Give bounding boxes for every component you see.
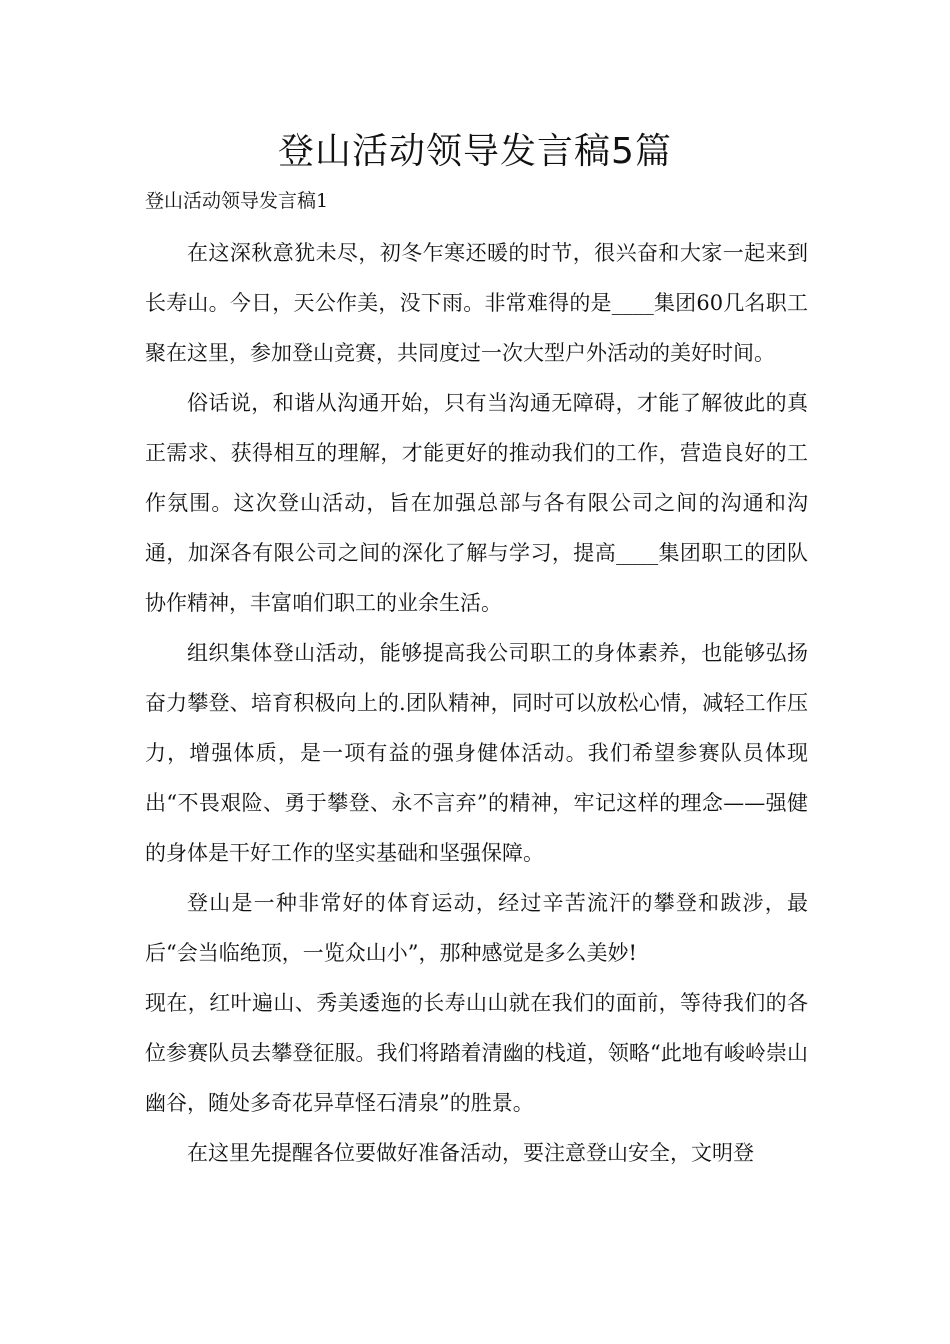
document-subtitle: 登山活动领导发言稿1 [145,190,329,212]
paragraph-5: 现在，红叶遍山、秀美逶迤的长寿山山就在我们的面前，等待我们的各位参赛队员去攀登征服。我们将踏着清幽的栈道，领略“此地有峻岭崇山幽谷，随处多奇花异草怪石清泉”的胜景。 [145,991,808,1115]
paragraph-4: 登山是一种非常好的体育运动，经过辛苦流汗的攀登和跋涉，最后“会当临绝顶，一览众山小”，那种感觉是多么美妙! [145,891,808,965]
document-body [145,228,808,1178]
paragraph-3: 组织集体登山活动，能够提高我公司职工的身体素养，也能够弘扬奋力攀登、培育积极向上的.团队精神，同时可以放松心情，减轻工作压力，增强体质，是一项有益的强身健体活动。我们希望参赛队员体现出“不畏艰险、勇于攀登、永不言弃”的精神，牢记这样的理念——强健的身体是干好工作的坚实基础和坚强保障。 [145,641,808,865]
document-title: 登山活动领导发言稿5篇 [278,131,672,172]
paragraph-2: 俗话说，和谐从沟通开始，只有当沟通无障碍，才能了解彼此的真正需求、获得相互的理解，才能更好的推动我们的工作，营造良好的工作氛围。这次登山活动，旨在加强总部与各有限公司之间的沟通和沟通，加深各有限公司之间的深化了解与学习，提高____集团职工的团队协作精神，丰富咱们职工的业余生活。 [145,391,808,615]
paragraph-1: 在这深秋意犹未尽，初冬乍寒还暖的时节，很兴奋和大家一起来到长寿山。今日，天公作美，没下雨。非常难得的是____集团60几名职工聚在这里，参加登山竞赛，共同度过一次大型户外活动的美好时间。 [145,241,808,365]
paragraph-6: 在这里先提醒各位要做好准备活动，要注意登山安全，文明登 [187,1141,754,1165]
